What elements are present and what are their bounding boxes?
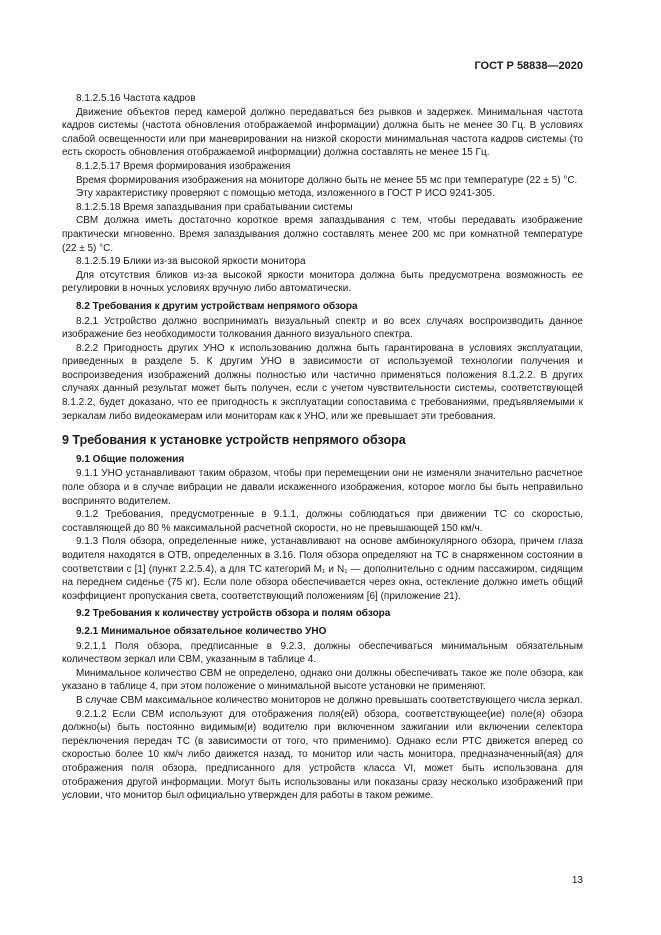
section-heading: 9 Требования к установке устройств непрямого обзора — [62, 433, 406, 448]
paragraph: 8.1.2.5.19 Блики из-за высокой яркости монитора — [76, 256, 306, 268]
paragraph: Движение объектов перед камерой должно передаваться без рывков и задержек. Минимальная частота кадров системы (частота обновления отображаемой информации) должна быть не менее 30 Гц. В условиях слабой освещенности или при маневрировании на низкой скорости минимальная частота кадров системы (то есть скорость обновления отображаемой информации) должна составлять не менее 15 Гц. — [62, 106, 583, 159]
section-heading: 9.1 Общие положения — [76, 453, 185, 465]
paragraph: В случае СВМ максимальное количество мониторов не должно превышать соответствующего числа зеркал. — [76, 694, 583, 706]
paragraph: Время формирования изображения на мониторе должно быть не менее 55 мс при температуре (22 ± 5) °С. — [76, 174, 578, 186]
paragraph: 9.2.1.1 Поля обзора, предписанные в 9.2.3, должны обеспечиваться минимальным обязательным количеством зеркал или СВМ, указанным в таблице 4. — [62, 640, 583, 666]
section-heading: 8.2 Требования к другим устройствам непрямого обзора — [76, 300, 358, 312]
section-heading: 9.2 Требования к количеству устройств обзора и полям обзора — [76, 608, 391, 620]
paragraph: 9.1.2 Требования, предусмотренные в 9.1.1, должны соблюдаться при движении ТС со скоростью, составляющей до 80 % максимальной расчетной скорости, но не превышающей 150 км/ч. — [62, 509, 583, 534]
section-heading: 9.2.1 Минимальное обязательное количество УНО — [76, 625, 327, 637]
paragraph: 9.1.1 УНО устанавливают таким образом, чтобы при перемещении они не изменяли значительно расчетное поле обзора и в случае вибрации не давали искаженного изображения, которое могло бы быть неправильно воспринято водителем. — [62, 468, 583, 507]
paragraph: 8.2.2 Пригодность других УНО к использованию должна быть гарантирована в условиях эксплуатации, приведенных в разделе 5. К другим УНО в зависимости от используемой технологии получения и воспроизведения изображений должны полностью или частично применяться положения 8.1.2.2. В других случаях данный результат может быть получен, если с учетом чувствительности системы, соответствующей 8.1.2.2, будет доказано, что ее пригодность к эксплуатации сопоставима с требованиями, предъявляемыми к зеркалам либо видеокамерам или мониторам как к УНО, или же превышает эти требования. — [62, 342, 583, 422]
paragraph: 9.2.1.2 Если СВМ используют для отображения поля(ей) обзора, соответствующее(ие) поле(я) обзора должно(ы) быть постоянно видимым(и) водителю при включенном зажигании или включении селектора переключения передач ТС (в зависимости от того, что применимо). Однако если РТС движется вперед со скоростью более 10 км/ч либо движется назад, то монитор или часть монитора, предназначенный(ая) для отображения поля обзора, предписанного для устройств класса VI, может быть использована для отображения другой информации. Могут быть использованы или показаны сразу несколько изображений при условии, что монитор был официально утвержден для работы в таком режиме. — [62, 708, 583, 802]
document-header: ГОСТ Р 58838—2020 — [474, 60, 583, 72]
paragraph: 9.1.3 Поля обзора, определенные ниже, устанавливают на основе амбинокулярного обзора, причем глаза водителя находятся в ОТВ, определенных в 3.16. Поля обзора определяют на ТС в снаряженном состоянии в соответствии с [1] (пункт 2.2.5.4), а для ТС категорий М₁ и N₁ — дополнительно с одним пассажиром, сидящим на переднем сиденье (75 кг). Если поле обзора обеспечивается через окна, остекление должно иметь общий коэффициент пропускания света, соответствующий положениям [6] (приложение 21). — [62, 536, 583, 602]
paragraph: 8.1.2.5.16 Частота кадров — [76, 93, 196, 104]
paragraph: Минимальное количество СВМ не определено, однако они должны обеспечивать такое же поле обзора, как указано в таблице 4, при этом положение о минимальной высоте установки не применяют. — [62, 667, 583, 693]
page-number: 13 — [571, 875, 583, 886]
document-body — [62, 92, 583, 803]
paragraph: Для отсутствия бликов из-за высокой яркости монитора должна быть предусмотрена возможность ее регулировки в ночных условиях вручную либо автоматически. — [62, 269, 583, 295]
paragraph: 8.1.2.5.18 Время запаздывания при срабатывании системы — [76, 201, 353, 213]
paragraph: 8.2.1 Устройство должно воспринимать визуальный спектр и во всех случаях воспроизводить данное изображение без необходимости толкования данного визуального спектра. — [62, 315, 583, 341]
paragraph: СВМ должна иметь достаточно короткое время запаздывания с тем, чтобы передавать изображение практически мгновенно. Время запаздывания должно составлять менее 200 мс при комнатной температуре (22 ± 5) °С. — [62, 215, 583, 254]
paragraph: 8.1.2.5.17 Время формирования изображения — [76, 160, 291, 172]
paragraph: Эту характеристику проверяют с помощью метода, изложенного в ГОСТ Р ИСО 9241-305. — [76, 188, 495, 200]
